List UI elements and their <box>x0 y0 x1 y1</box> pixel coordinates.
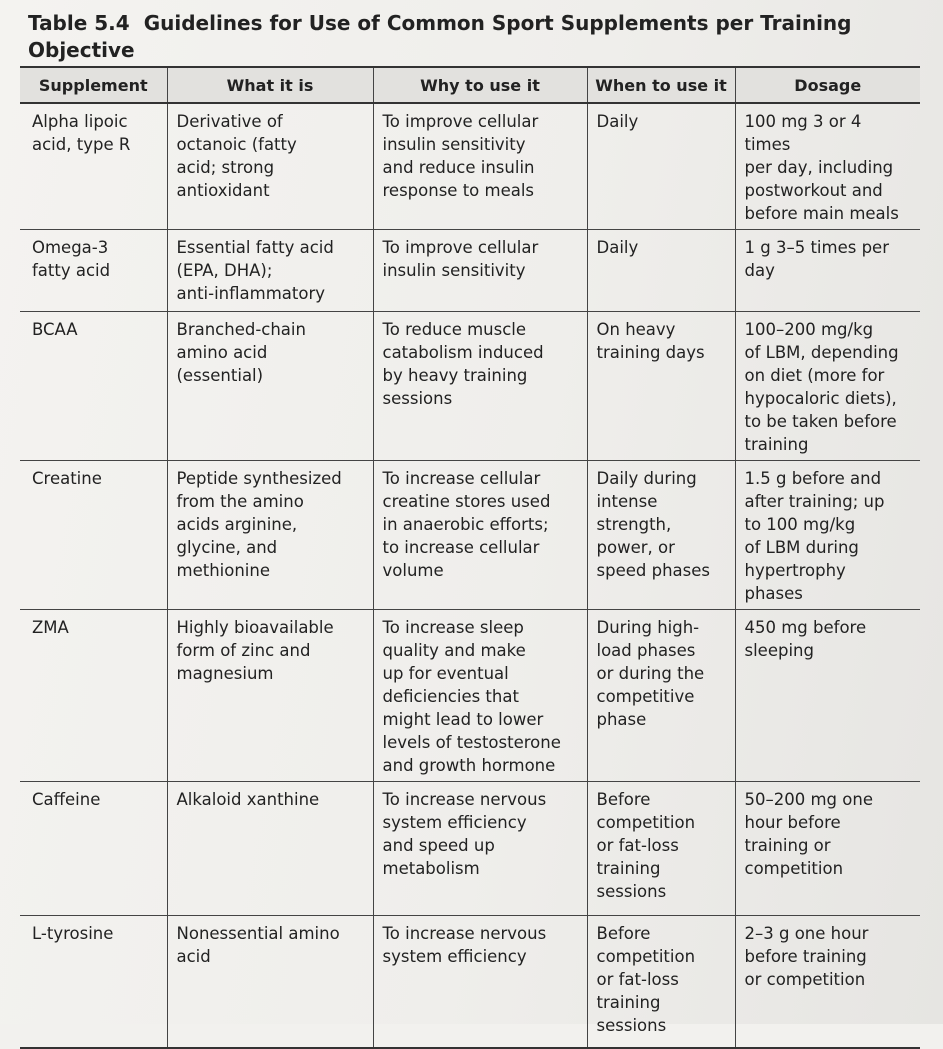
cell-what: Alkaloid xanthine <box>167 782 373 916</box>
cell-when: Before competition or fat-loss training sessions <box>587 916 735 1048</box>
cell-what: Branched-chain amino acid (essential) <box>167 312 373 461</box>
cell-dosage: 50–200 mg one hour before training or competition <box>735 782 920 916</box>
cell-supplement: Omega-3 fatty acid <box>20 230 167 312</box>
table-row <box>20 461 920 610</box>
cell-what: Essential fatty acid (EPA, DHA); anti-inflammatory <box>167 230 373 312</box>
cell-supplement: Caffeine <box>20 782 167 916</box>
cell-what: Nonessential amino acid <box>167 916 373 1048</box>
header-dosage: Dosage <box>735 67 920 103</box>
cell-why: To increase nervous system efficiency and speed up metabolism <box>373 782 587 916</box>
cell-dosage: 2–3 g one hour before training or competition <box>735 916 920 1048</box>
cell-supplement: Creatine <box>20 461 167 610</box>
header-why-to-use-it: Why to use it <box>373 67 587 103</box>
table-title <box>28 10 928 64</box>
cell-when: Daily <box>587 103 735 230</box>
cell-what: Derivative of octanoic (fatty acid; strong antioxidant <box>167 103 373 230</box>
table-row <box>20 782 920 916</box>
cell-supplement: ZMA <box>20 610 167 782</box>
cell-dosage: 100–200 mg/kg of LBM, depending on diet (more for hypocaloric diets), to be taken before training <box>735 312 920 461</box>
cell-supplement: L-tyrosine <box>20 916 167 1048</box>
cell-what: Highly bioavailable form of zinc and magnesium <box>167 610 373 782</box>
cell-when: Daily <box>587 230 735 312</box>
cell-why: To improve cellular insulin sensitivity <box>373 230 587 312</box>
cell-what: Peptide synthesized from the amino acids arginine, glycine, and methionine <box>167 461 373 610</box>
cell-supplement: BCAA <box>20 312 167 461</box>
cell-why: To increase cellular creatine stores used in anaerobic efforts; to increase cellular volume <box>373 461 587 610</box>
table-header <box>20 67 920 103</box>
cell-dosage: 1 g 3–5 times per day <box>735 230 920 312</box>
table-number: Table 5.4 <box>28 11 130 35</box>
header-what-it-is: What it is <box>167 67 373 103</box>
supplements-table <box>20 66 920 1049</box>
cell-when: Daily during intense strength, power, or speed phases <box>587 461 735 610</box>
table-row <box>20 916 920 1048</box>
cell-supplement: Alpha lipoic acid, type R <box>20 103 167 230</box>
header-when-to-use-it: When to use it <box>587 67 735 103</box>
table-row <box>20 230 920 312</box>
cell-dosage: 1.5 g before and after training; up to 100 mg/kg of LBM during hypertrophy phases <box>735 461 920 610</box>
cell-dosage: 100 mg 3 or 4 times per day, including postworkout and before main meals <box>735 103 920 230</box>
header-row <box>20 67 920 103</box>
cell-why: To improve cellular insulin sensitivity and reduce insulin response to meals <box>373 103 587 230</box>
cell-why: To increase sleep quality and make up for eventual deficiencies that might lead to lower levels of testosterone and growth hormone <box>373 610 587 782</box>
table-caption: Guidelines for Use of Common Sport Supplements per Training Objective <box>28 11 852 62</box>
table-body <box>20 103 920 1048</box>
table-row <box>20 312 920 461</box>
cell-why: To reduce muscle catabolism induced by heavy training sessions <box>373 312 587 461</box>
cell-why: To increase nervous system efficiency <box>373 916 587 1048</box>
table-row <box>20 103 920 230</box>
table-row <box>20 610 920 782</box>
cell-when: Before competition or fat-loss training sessions <box>587 782 735 916</box>
header-supplement: Supplement <box>20 67 167 103</box>
cell-when: On heavy training days <box>587 312 735 461</box>
cell-dosage: 450 mg before sleeping <box>735 610 920 782</box>
cell-when: During high- load phases or during the competitive phase <box>587 610 735 782</box>
